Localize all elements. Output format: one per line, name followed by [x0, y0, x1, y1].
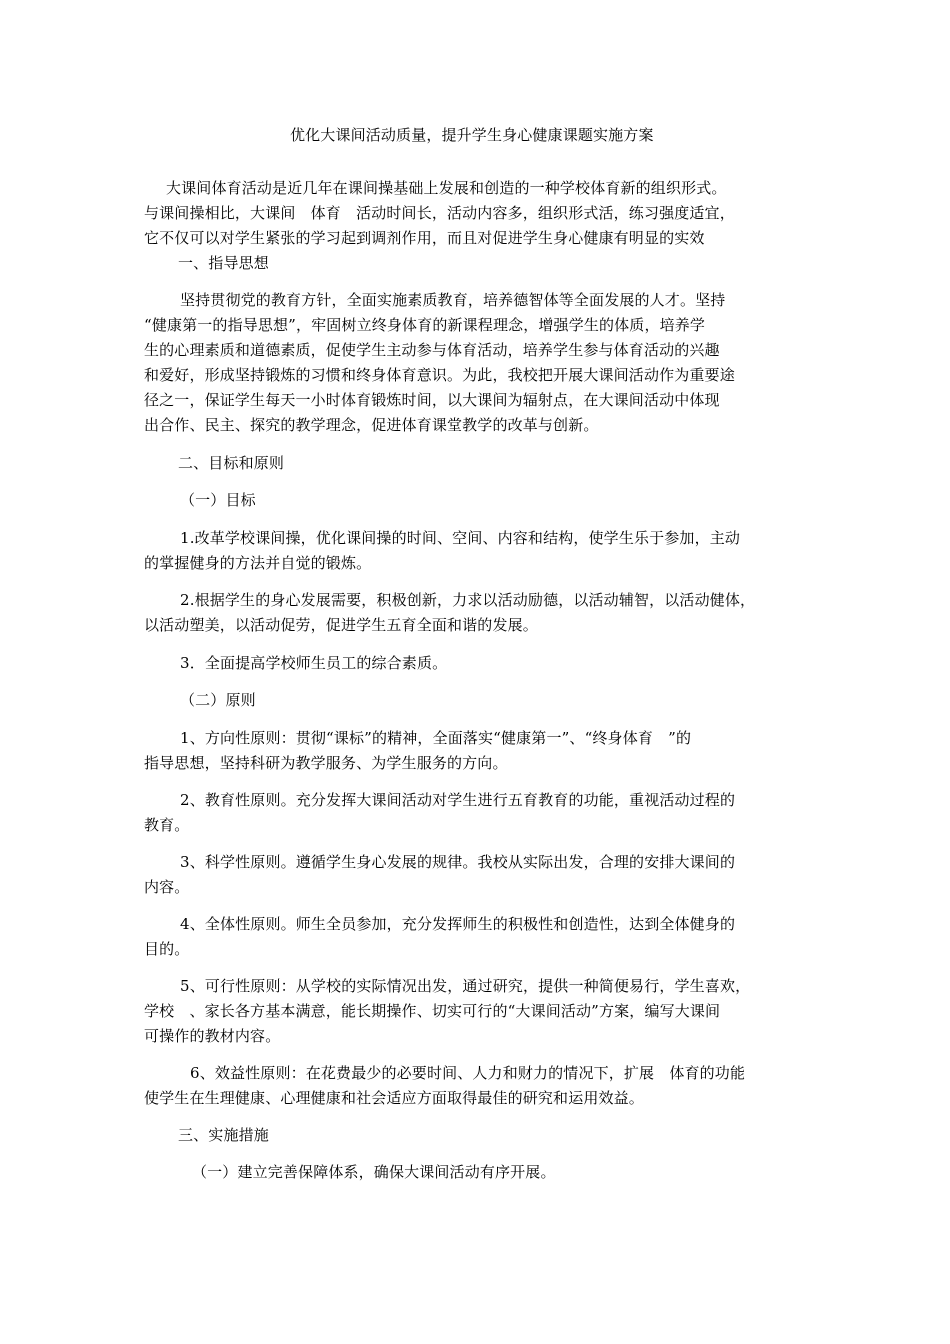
guide-line-6: 出合作、民主、探究的教学理念，促进体育课堂教学的改革与创新。 — [144, 416, 599, 434]
goal-2-line-2: 以活动塑美，以活动促劳，促进学生五育全面和谐的发展。 — [144, 616, 538, 634]
goal-2-line-1: 2.根据学生的身心发展需要，积极创新，力求以活动励德，以活动辅智，以活动健体， — [180, 591, 756, 609]
guide-line-3: 生的心理素质和道德素质，促使学生主动参与体育活动，培养学生参与体育活动的兴趣 — [144, 341, 720, 359]
principle-3-line-2: 内容。 — [144, 878, 190, 896]
guide-line-5: 径之一，保证学生每天一小时体育锻炼时间，以大课间为辐射点，在大课间活动中体现 — [144, 391, 720, 409]
intro-line-3: 它不仅可以对学生紧张的学习起到调剂作用，而且对促进学生身心健康有明显的实效 — [144, 229, 705, 247]
section-heading-measures: 三、实施措施 — [178, 1126, 269, 1144]
document-title: 优化大课间活动质量，提升学生身心健康课题实施方案 — [290, 126, 654, 144]
principle-1-line-2: 指导思想，坚持科研为教学服务、为学生服务的方向。 — [144, 754, 508, 772]
goal-1-line-2: 的掌握健身的方法并自觉的锻炼。 — [144, 554, 372, 572]
guide-line-2: “健康第一的指导思想”，牢固树立终身体育的新课程理念，增强学生的体质，培养学 — [144, 316, 706, 334]
subsection-heading-goal: （一）目标 — [180, 491, 256, 509]
section-heading-guide: 一、指导思想 — [178, 254, 269, 272]
principle-6-line-1: 6、效益性原则：在花费最少的必要时间、人力和财力的情况下，扩展 体育的功能 — [190, 1064, 746, 1082]
principle-2-line-2: 教育。 — [144, 816, 190, 834]
principle-6-line-2: 使学生在生理健康、心理健康和社会适应方面取得最佳的研究和运用效益。 — [144, 1089, 644, 1107]
intro-line-1: 大课间体育活动是近几年在课间操基础上发展和创造的一种学校体育新的组织形式。 — [166, 179, 727, 197]
principle-2-line-1: 2、教育性原则。充分发挥大课间活动对学生进行五育教育的功能，重视活动过程的 — [180, 791, 736, 809]
principle-4-line-2: 目的。 — [144, 940, 190, 958]
guide-line-4: 和爱好，形成坚持锻炼的习惯和终身体育意识。为此，我校把开展大课间活动作为重要途 — [144, 366, 735, 384]
principle-3-line-1: 3、科学性原则。遵循学生身心发展的规律。我校从实际出发，合理的安排大课间的 — [180, 853, 736, 871]
principle-5-line-3: 可操作的教材内容。 — [144, 1027, 281, 1045]
principle-5-line-2: 学校 、家长各方基本满意，能长期操作、切实可行的“大课间活动”方案，编写大课间 — [144, 1002, 721, 1020]
subsection-heading-measures-1: （一）建立完善保障体系，确保大课间活动有序开展。 — [192, 1163, 556, 1181]
intro-line-2: 与课间操相比，大课间 体育 活动时间长，活动内容多，组织形式活，练习强度适宜， — [144, 204, 735, 222]
goal-3: 3．全面提高学校师生员工的综合素质。 — [180, 654, 448, 672]
guide-line-1: 坚持贯彻党的教育方针，全面实施素质教育，培养德智体等全面发展的人才。坚持 — [180, 291, 726, 309]
principle-4-line-1: 4、全体性原则。师生全员参加，充分发挥师生的积极性和创造性，达到全体健身的 — [180, 915, 736, 933]
principle-5-line-1: 5、可行性原则：从学校的实际情况出发，通过研究，提供一种简便易行，学生喜欢， — [180, 977, 751, 995]
section-heading-goals: 二、目标和原则 — [178, 454, 285, 472]
goal-1-line-1: 1.改革学校课间操，优化课间操的时间、空间、内容和结构，使学生乐于参加，主动 — [180, 529, 741, 547]
principle-1-line-1: 1、方向性原则：贯彻“课标”的精神，全面落实“健康第一”、“终身体育 ”的 — [180, 729, 692, 747]
subsection-heading-principles: （二）原则 — [180, 691, 256, 709]
